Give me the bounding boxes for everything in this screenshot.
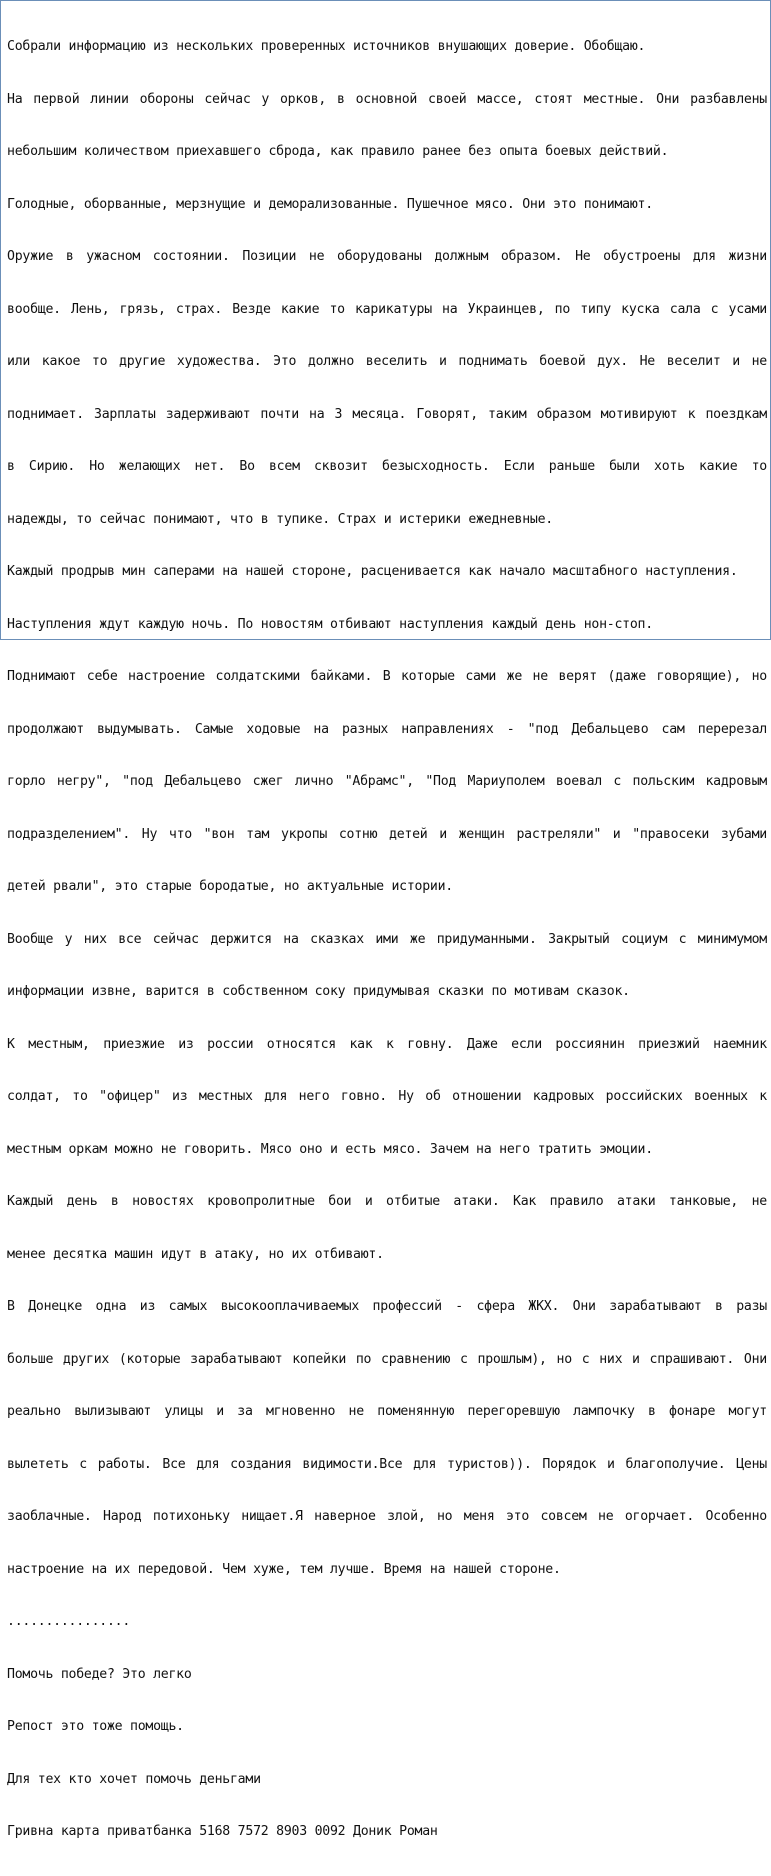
text-line: солдат, то "офицер" из местных для него говно. Ну об отношении кадровых российских военных к <box>7 1089 767 1104</box>
text-line: горло негру", "под Дебальцево сжег лично "Абрамс", "Под Мариуполем воевал с польским кадровым <box>7 774 767 789</box>
text-line: Репост это тоже помощь. <box>7 1719 184 1734</box>
text-line: небольшим количеством приехавшего сброда, как правило ранее без опыта боевых действий. <box>7 144 669 159</box>
text-line: заоблачные. Народ потихоньку нищает.Я наверное злой, но меня это совсем не огорчает. Особенно <box>7 1509 767 1524</box>
text-line: На первой линии обороны сейчас у орков, в основной своей массе, стоят местные. Они разбавлены <box>7 91 767 107</box>
text-line: надежды, то сейчас понимают, что в тупике. Страх и истерики ежедневные. <box>7 511 553 527</box>
text-line: Каждый день в новостях кровопролитные бои и отбитые атаки. Как правило атаки танковые, не <box>7 1194 767 1209</box>
text-line: менее десятка машин идут в атаку, но их отбивают. <box>7 1246 384 1262</box>
text-line: больше других (которые зарабатывают копейки по сравнению с прошлым), но с них и спрашивают. Они <box>7 1351 767 1367</box>
text-line: Поднимают себе настроение солдатскими байками. В которые сами же не верят (даже говорящие), но <box>7 669 767 684</box>
text-line: настроение на их передовой. Чем хуже, тем лучше. Время на нашей стороне. <box>7 1561 561 1577</box>
text-line: Наступления ждут каждую ночь. По новостям отбивают наступления каждый день нон-стоп. <box>7 616 653 632</box>
text-line: вылететь с работы. Все для создания видимости.Все для туристов)). Порядок и благополучие. Цены <box>7 1456 767 1472</box>
text-line: реально вылизывают улицы и за мгновенно не поменянную перегоревшую лампочку в фонаре могут <box>7 1404 767 1419</box>
text-line: Каждый продрыв мин саперами на нашей стороне, расценивается как начало масштабного наступления. <box>7 564 738 579</box>
text-line: информации извне, варится в собственном соку придумывая сказки по мотивам сказок. <box>7 984 630 999</box>
text-line: Оружие в ужасном состоянии. Позиции не оборудованы должным образом. Не обустроены для жизни <box>7 249 767 264</box>
post-text <box>7 3 769 1876</box>
text-line: вообще. Лень, грязь, страх. Везде какие то карикатуры на Украинцев, по типу куска сала с усами <box>7 301 767 317</box>
text-line: в Сирию. Но желающих нет. Во всем сквозит безысходность. Если раньше были хоть какие то <box>7 459 767 474</box>
text-line: В Донецке одна из самых высокооплачиваемых профессий - сфера ЖКХ. Они зарабатывают в разы <box>7 1299 767 1314</box>
text-line: или какое то другие художества. Это должно веселить и поднимать боевой дух. Не веселит и не <box>7 354 767 369</box>
text-line: Собрали информацию из нескольких проверенных источников внушающих доверие. Обобщаю. <box>7 39 646 54</box>
bank-card-line: Гривна карта приватбанка 5168 7572 8903 0092 Доник Роман <box>7 1824 438 1839</box>
text-line: Помочь победе? Это легко <box>7 1666 192 1682</box>
text-line: детей рвали", это старые бородатые, но актуальные истории. <box>7 879 453 894</box>
text-line: подразделением". Ну что "вон там укропы сотню детей и женщин растреляли" и "правосеки зубами <box>7 826 767 842</box>
text-line: К местным, приезжие из россии относятся как к говну. Даже если россиянин приезжий наемник <box>7 1036 767 1052</box>
text-line: Вообще у них все сейчас держится на сказках ими же придуманными. Закрытый социум с минимумом <box>7 931 767 947</box>
text-line: местным оркам можно не говорить. Мясо оно и есть мясо. Зачем на него тратить эмоции. <box>7 1141 653 1157</box>
separator-dots: ................ <box>7 1614 131 1629</box>
text-line: Голодные, оборванные, мерзнущие и деморализованные. Пушечное мясо. Они это понимают. <box>7 196 653 212</box>
text-line: поднимает. Зарплаты задерживают почти на 3 месяца. Говорят, таким образом мотивируют к поездкам <box>7 406 767 422</box>
text-line: продолжают выдумывать. Самые ходовые на разных направлениях - "под Дебальцево сам перерезал <box>7 721 767 737</box>
text-line: Для тех кто хочет помочь деньгами <box>7 1771 261 1787</box>
